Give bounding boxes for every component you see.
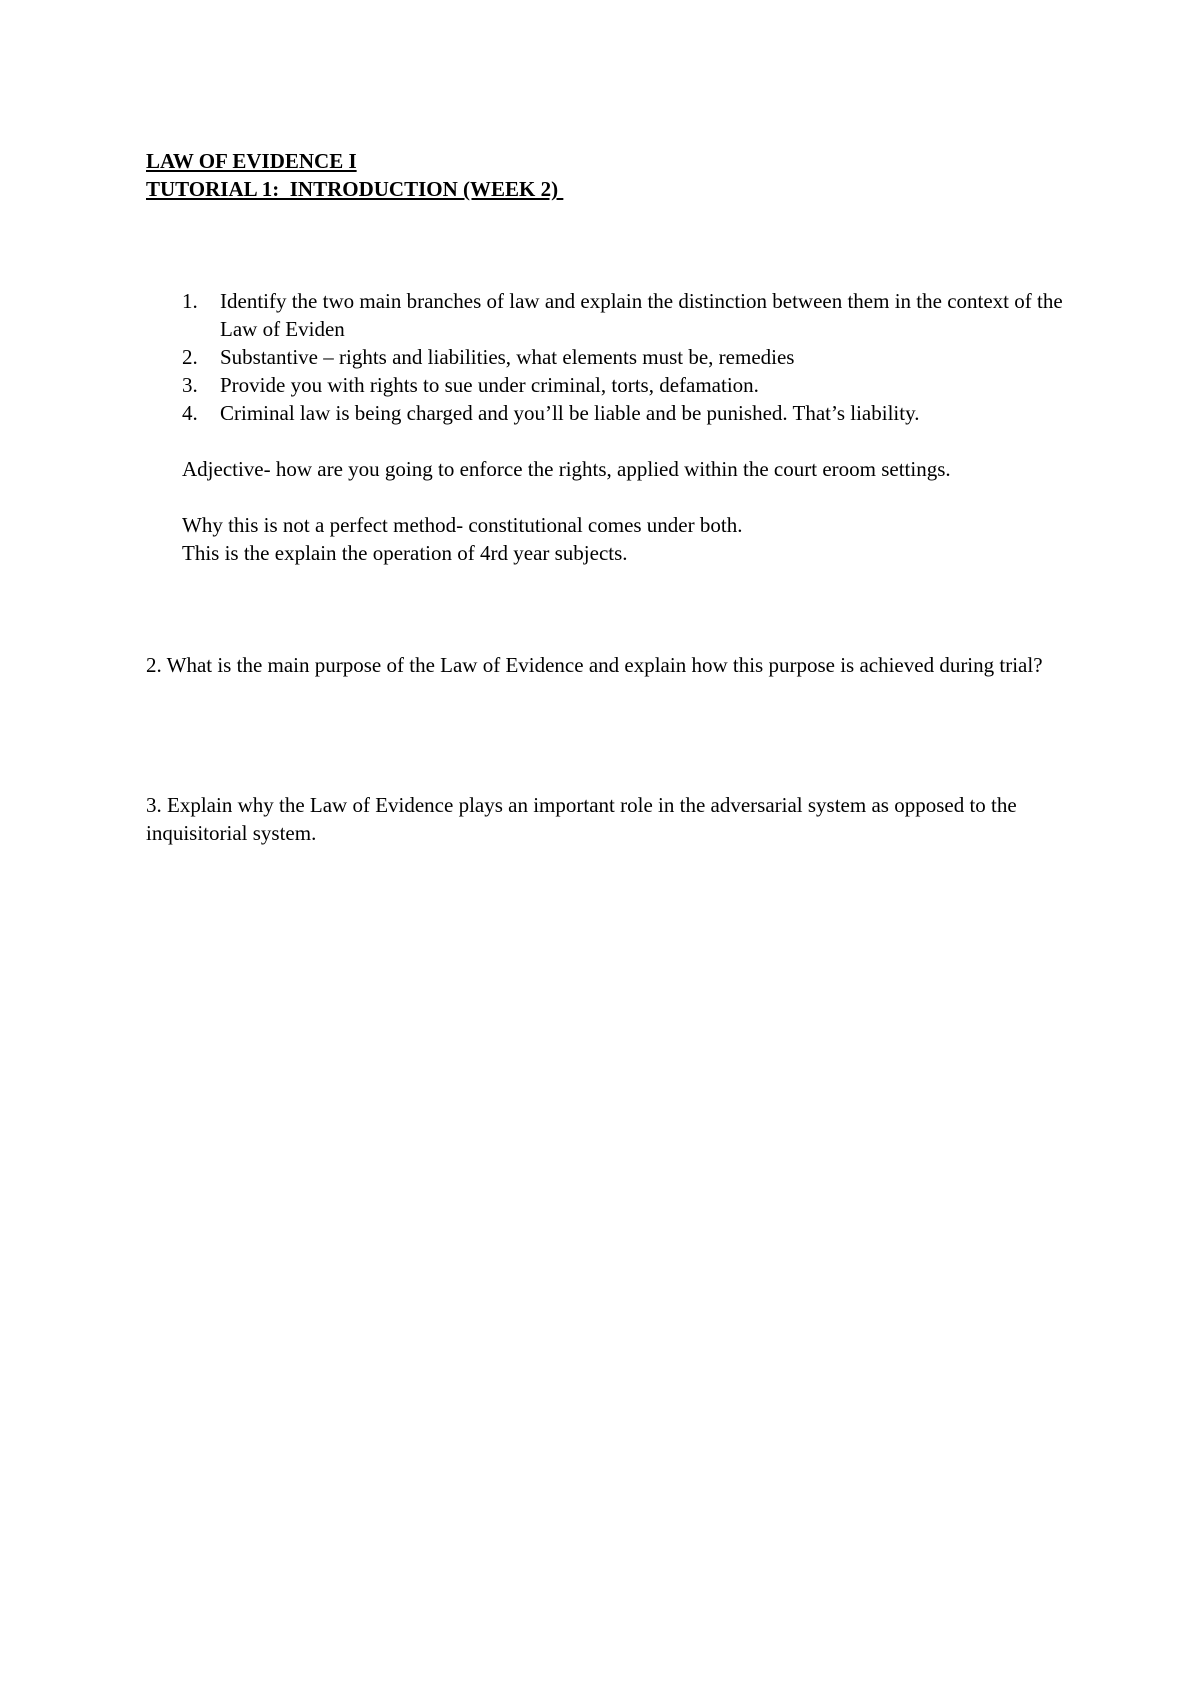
notes-block	[182, 455, 1086, 567]
question-3: 3. Explain why the Law of Evidence plays an important role in the adversarial system as opposed to the inquisitorial system.	[146, 793, 1017, 845]
list-item-number: 4.	[182, 401, 198, 425]
why-note: Why this is not a perfect method- constitutional comes under both.	[182, 513, 743, 537]
list-item	[146, 343, 1076, 371]
list-item	[146, 399, 1076, 427]
list-item-number: 2.	[182, 345, 198, 369]
this-is-note: This is the explain the operation of 4rd year subjects.	[182, 541, 628, 565]
list-item-text: Provide you with rights to sue under criminal, torts, defamation.	[220, 373, 759, 397]
numbered-list	[146, 287, 1076, 427]
tutorial-title: TUTORIAL 1: INTRODUCTION (WEEK 2)	[146, 177, 564, 201]
list-item-text: Criminal law is being charged and you’ll be liable and be punished. That’s liability.	[220, 401, 920, 425]
list-item	[146, 287, 1076, 343]
document-page	[146, 147, 1086, 847]
list-item-number: 1.	[182, 289, 198, 313]
list-item	[146, 371, 1076, 399]
list-item-text: Identify the two main branches of law and explain the distinction between them in the context of the Law of Eviden	[220, 289, 1063, 341]
list-item-text: Substantive – rights and liabilities, what elements must be, remedies	[220, 345, 795, 369]
list-item-number: 3.	[182, 373, 198, 397]
adjective-note: Adjective- how are you going to enforce the rights, applied within the court eroom settings.	[182, 457, 951, 481]
course-title: LAW OF EVIDENCE I	[146, 149, 357, 173]
question-2: 2. What is the main purpose of the Law of Evidence and explain how this purpose is achieved during trial?	[146, 653, 1043, 677]
